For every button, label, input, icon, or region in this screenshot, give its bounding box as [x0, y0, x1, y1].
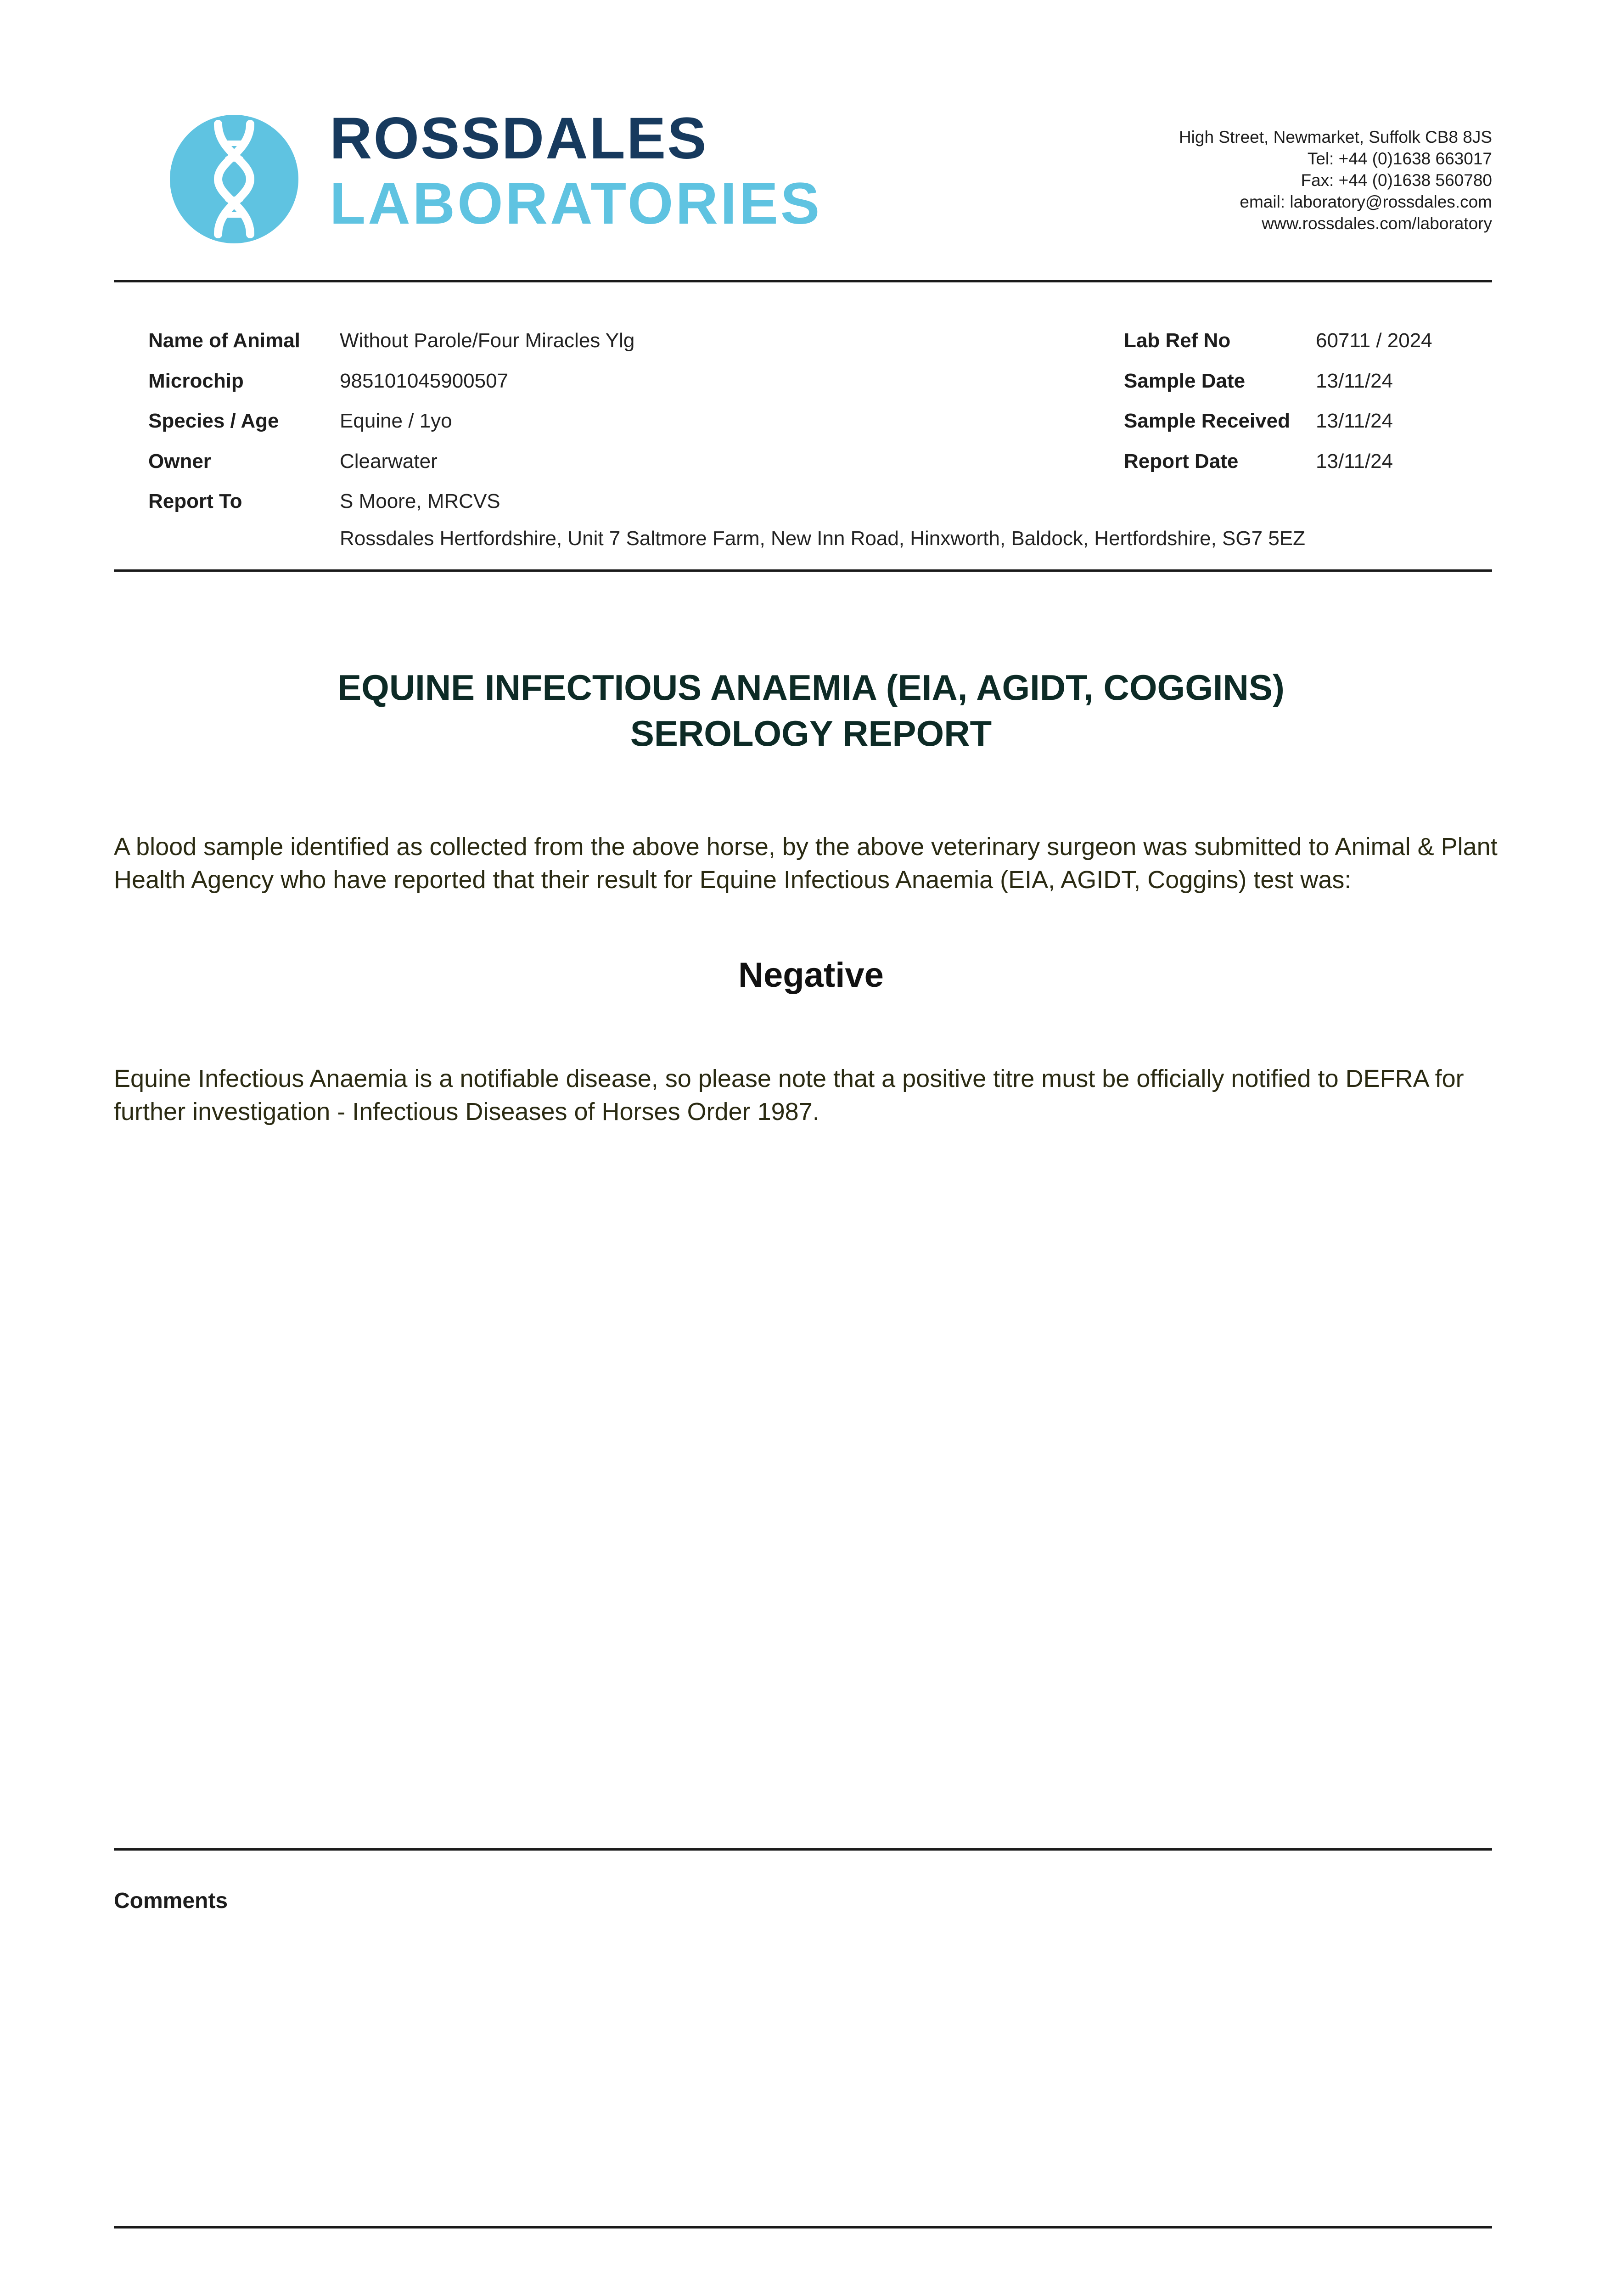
report-date-value: 13/11/24 — [1316, 450, 1393, 473]
owner-value: Clearwater — [340, 450, 438, 473]
header-divider — [114, 280, 1492, 282]
microchip-label: Microchip — [148, 370, 244, 392]
sample-received-label: Sample Received — [1124, 410, 1290, 432]
logo-circle — [170, 115, 298, 243]
lab-ref-value: 60711 / 2024 — [1316, 329, 1432, 352]
report-to-value: S Moore, MRCVS — [340, 490, 500, 512]
report-date-label: Report Date — [1124, 450, 1239, 473]
report-intro: A blood sample identified as collected from the above horse, by the above veterinary surgeon was submitted to Animal & Plant Health Agency who have reported that their result for Equine Infectious Anaemia (EIA, AGIDT, Coggins) test was: — [114, 833, 1498, 894]
name-of-animal-value: Without Parole/Four Miracles Ylg — [340, 329, 635, 352]
logo — [170, 115, 298, 243]
report-to-address: Rossdales Hertfordshire, Unit 7 Saltmore Farm, New Inn Road, Hinxworth, Baldock, Hertfordshire, SG7 5EZ — [340, 527, 1306, 550]
sample-received-value: 13/11/24 — [1316, 410, 1393, 432]
dna-helix-icon — [170, 115, 298, 243]
comments-label: Comments — [114, 1889, 228, 1913]
address-street: High Street, Newmarket, Suffolk CB8 8JS — [1179, 128, 1492, 146]
sample-date-value: 13/11/24 — [1316, 370, 1393, 392]
footer-divider — [114, 2226, 1492, 2228]
info-divider — [114, 569, 1492, 572]
brand-name-line2: LABORATORIES — [330, 171, 822, 236]
address-web: www.rossdales.com/laboratory — [1262, 214, 1492, 233]
sample-date-label: Sample Date — [1124, 370, 1246, 392]
brand-name-line1: ROSSDALES — [330, 106, 708, 171]
species-age-label: Species / Age — [148, 410, 279, 432]
report-title-line2: SEROLOGY REPORT — [630, 713, 992, 754]
address-fax: Fax: +44 (0)1638 560780 — [1301, 171, 1492, 190]
owner-label: Owner — [148, 450, 211, 473]
report-to-label: Report To — [148, 490, 242, 512]
species-age-value: Equine / 1yo — [340, 410, 452, 432]
notifiable-disease-note: Equine Infectious Anaemia is a notifiable disease, so please note that a positive titre must be officially notified to DEFRA for further investigation - Infectious Diseases of Horses Order 1987. — [114, 1065, 1464, 1125]
report-title-line1: EQUINE INFECTIOUS ANAEMIA (EIA, AGIDT, COGGINS) — [337, 667, 1285, 708]
microchip-value: 985101045900507 — [340, 370, 509, 392]
name-of-animal-label: Name of Animal — [148, 329, 300, 352]
test-result: Negative — [738, 956, 884, 995]
lab-ref-label: Lab Ref No — [1124, 329, 1231, 352]
address-email: email: laboratory@rossdales.com — [1240, 192, 1492, 211]
comments-divider — [114, 1848, 1492, 1851]
address-tel: Tel: +44 (0)1638 663017 — [1307, 149, 1492, 168]
lab-address-block — [1179, 126, 1492, 234]
